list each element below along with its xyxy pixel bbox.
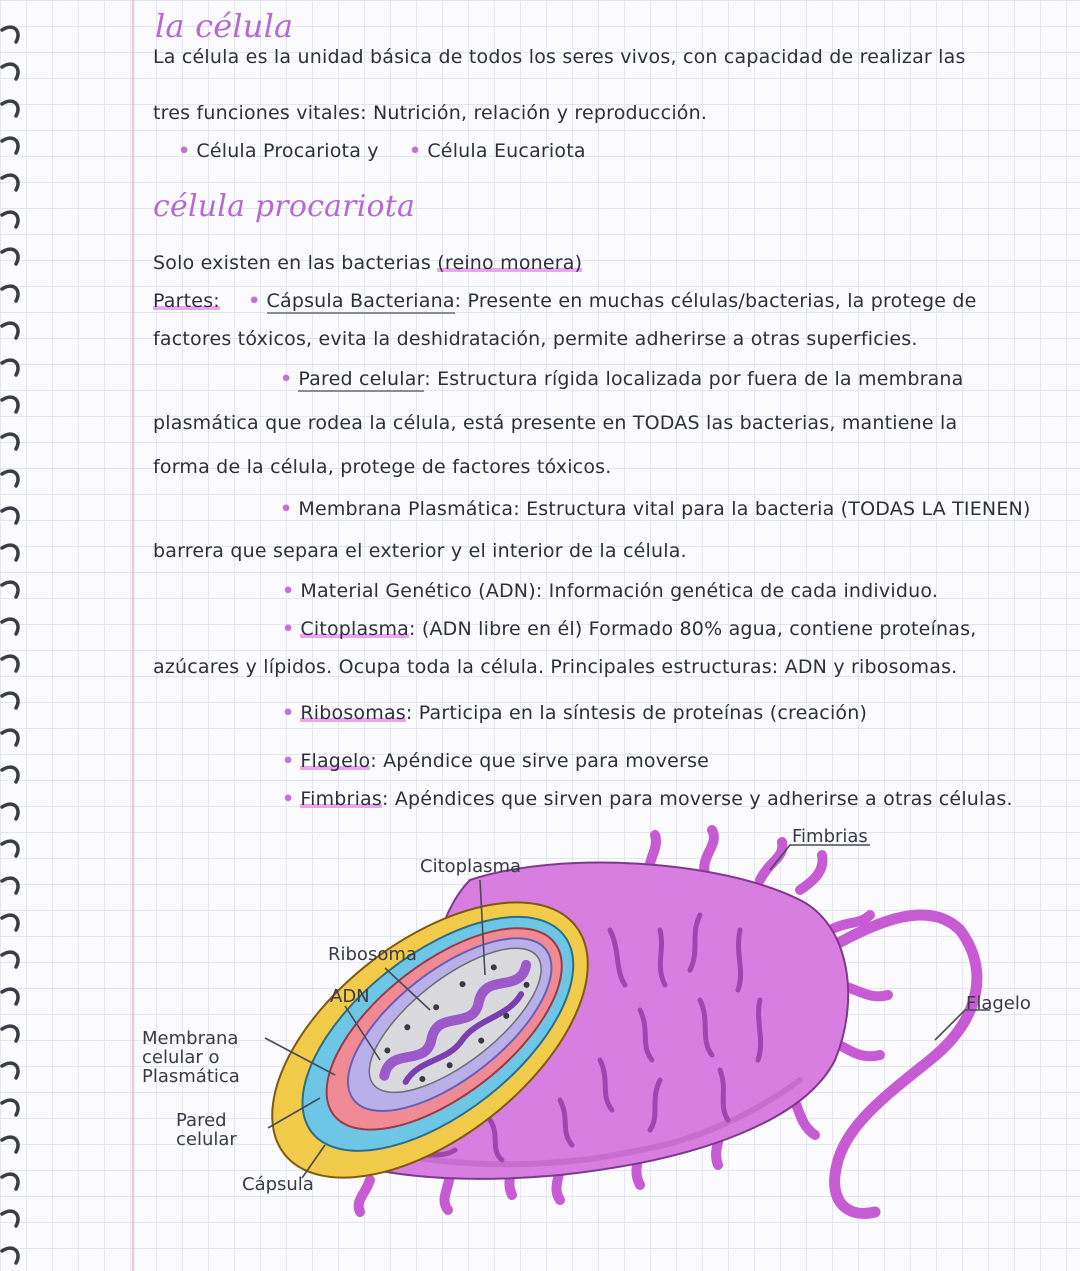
bullet-icon: • [282, 580, 295, 602]
cell-type-1: Célula Procariota y [196, 140, 379, 162]
parts-label: Partes: [153, 290, 220, 312]
label-capsula: Cápsula [242, 1174, 314, 1195]
page-title: la célula [155, 7, 294, 45]
label-membrana [142, 1030, 240, 1087]
bullet-icon: • [282, 788, 295, 810]
membrana-term: Membrana Plasmática [298, 498, 514, 520]
flagelo-text: : Apéndice que sirve para moverse [370, 750, 710, 772]
capsula-line-2: factores tóxicos, evita la deshidratación, permite adherirse a otras superficies. [153, 328, 918, 350]
cell-type-2: Célula Eucariota [427, 140, 586, 162]
ribosomas-term: Ribosomas [300, 702, 406, 724]
bullet-icon: • [282, 618, 295, 640]
section-title: célula procariota [153, 189, 416, 224]
label-membrana-3: Plasmática [142, 1065, 240, 1087]
bullet-icon: • [178, 140, 191, 162]
fimbrias-term: Fimbrias [300, 788, 382, 810]
bullet-icon: • [282, 750, 295, 772]
bullet-icon: • [248, 290, 261, 312]
label-pared [176, 1112, 237, 1150]
label-membrana-2: celular o [142, 1046, 220, 1068]
pared-line-3: forma de la célula, protege de factores tóxicos. [153, 456, 612, 478]
membrana-text: : Estructura vital para la bacteria (TODAS LA TIENEN) [513, 498, 1031, 520]
bullet-icon: • [280, 498, 293, 520]
label-membrana-1: Membrana [142, 1028, 239, 1049]
label-ribosoma: Ribosoma [328, 944, 417, 965]
membrana-line-2: barrera que separa el exterior y el interior de la célula. [153, 540, 687, 562]
pared-line-2: plasmática que rodea la célula, está presente en TODAS las bacterias, mantiene la [153, 412, 958, 434]
flagelo-term: Flagelo [300, 750, 371, 772]
citoplasma-term: Citoplasma [300, 618, 410, 640]
ribosomas-text: : Participa en la síntesis de proteínas (creación) [405, 702, 868, 724]
bullet-icon: • [408, 140, 422, 162]
fimbrias-text: : Apéndices que sirven para moverse y adherirse a otras células. [382, 788, 1013, 810]
pared-term: Pared celular [298, 368, 425, 390]
label-pared-1: Pared [176, 1110, 227, 1131]
intro-line-1: La célula es la unidad básica de todos los seres vivos, con capacidad de realizar las [153, 46, 966, 68]
intro-line-2: tres funciones vitales: Nutrición, relación y reproducción. [153, 102, 708, 124]
label-pared-2: celular [176, 1128, 237, 1150]
material-text: Material Genético (ADN): Información genética de cada individuo. [300, 580, 939, 602]
label-flagelo: Flagelo [966, 993, 1031, 1014]
monera-prefix: Solo existen en las bacterias [153, 252, 431, 274]
pared-text: : Estructura rígida localizada por fuera de la membrana [424, 368, 964, 390]
citoplasma-text: : (ADN libre en él) Formado 80% agua, contiene proteínas, [409, 618, 977, 640]
flagellum [835, 915, 977, 1213]
label-fimbrias: Fimbrias [792, 826, 868, 847]
capsula-text: : Presente en muchas células/bacterias, la protege de [454, 290, 977, 312]
label-citoplasma: Citoplasma [420, 856, 522, 877]
capsula-term: Cápsula Bacteriana [266, 290, 455, 312]
citoplasma-line-2: azúcares y lípidos. Ocupa toda la célula. Principales estructuras: ADN y ribosomas. [153, 656, 958, 678]
label-adn: ADN [330, 986, 370, 1007]
monera-highlight: (reino monera) [437, 252, 583, 274]
bullet-icon: • [282, 702, 295, 724]
bullet-icon: • [280, 368, 293, 390]
